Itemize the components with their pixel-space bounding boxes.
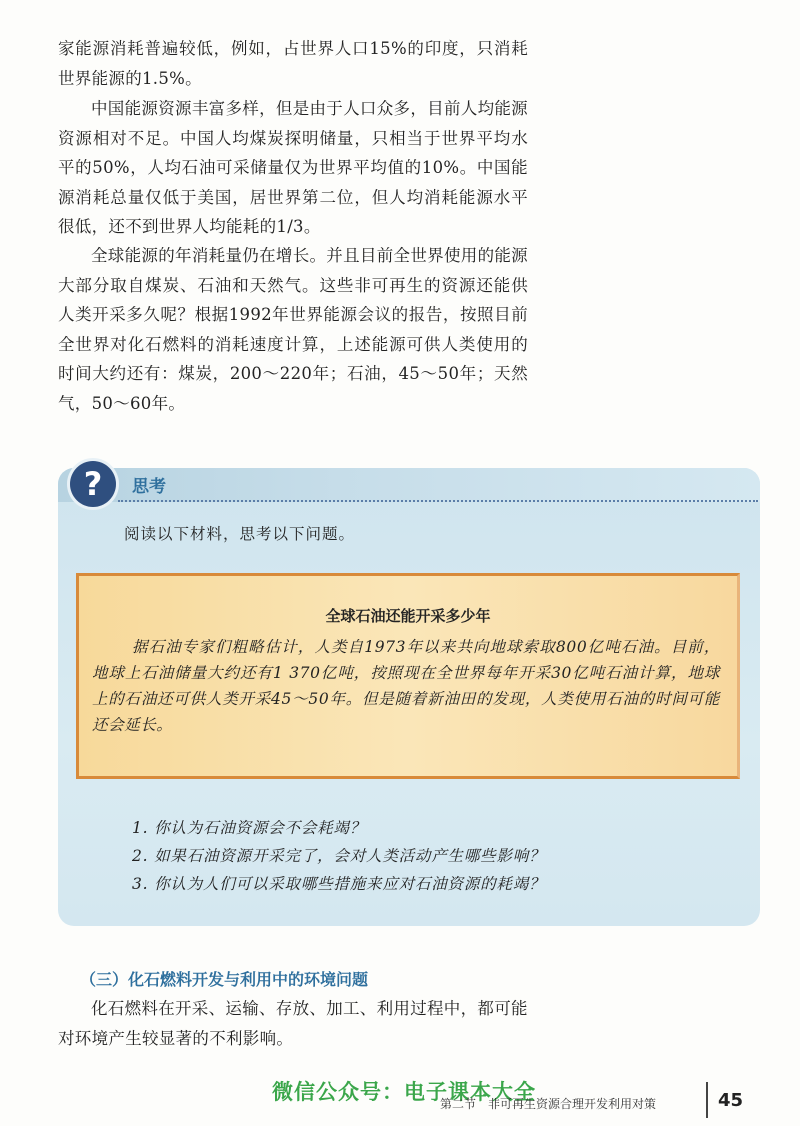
running-title: 第二节 非可再生资源合理开发利用对策: [440, 1097, 657, 1111]
question-mark-icon: ?: [70, 461, 116, 507]
question-list: [132, 814, 545, 898]
question-item: 2. 如果石油资源开采完了，会对人类活动产生哪些影响？: [132, 847, 546, 865]
page-number: 45: [718, 1090, 744, 1111]
material-text: 据石油专家们粗略估计，人类自1973年以来共向地球索取800亿吨石油。目前，地球上石油储量大约还有1 370亿吨，按照现在全世界每年开采30亿吨石油计算，地球上的石油还可供人类开采45～50年。但是随着新油田的发现，人类使用石油的时间可能还会延长。: [92, 638, 720, 734]
watermark-text: 微信公众号：电子课本大全: [272, 1080, 536, 1104]
material-title: 全球石油还能开采多少年: [325, 607, 491, 625]
think-dotted-rule: [118, 500, 758, 502]
paragraph-continuation: 家能源消耗普遍较低，例如，占世界人口15%的印度，只消耗世界能源的1.5%。: [58, 39, 528, 88]
paragraph-global-energy: 全球能源的年消耗量仍在增长。并且目前全世界使用的能源大部分取自煤炭、石油和天然气。这些非可再生的资源还能供人类开采多久呢？根据1992年世界能源会议的报告，按照目前全世界对化石燃料的消耗速度计算，上述能源可供人类使用的时间大约还有：煤炭，200～220年；石油，45～50年；天然气，50～60年。: [58, 246, 528, 413]
question-item: 1. 你认为石油资源会不会耗竭？: [132, 819, 367, 837]
section-heading: （三）化石燃料开发与利用中的环境问题: [80, 970, 369, 989]
think-title: 思考: [132, 477, 166, 497]
think-intro: 阅读以下材料，思考以下问题。: [124, 525, 356, 543]
paragraph-china-energy: 中国能源资源丰富多样，但是由于人口众多，目前人均能源资源相对不足。中国人均煤炭探明储量，只相当于世界平均水平的50%，人均石油可采储量仅为世界平均值的10%。中国能源消耗总量仅低于美国，居世界第二位，但人均消耗能源水平很低，还不到世界人均能耗的1/3。: [58, 99, 528, 236]
paragraph-environment: 化石燃料在开采、运输、存放、加工、利用过程中，都可能对环境产生较显著的不利影响。: [58, 999, 528, 1048]
question-item: 3. 你认为人们可以采取哪些措施来应对石油资源的耗竭？: [132, 875, 546, 893]
footer-divider: [706, 1082, 708, 1118]
